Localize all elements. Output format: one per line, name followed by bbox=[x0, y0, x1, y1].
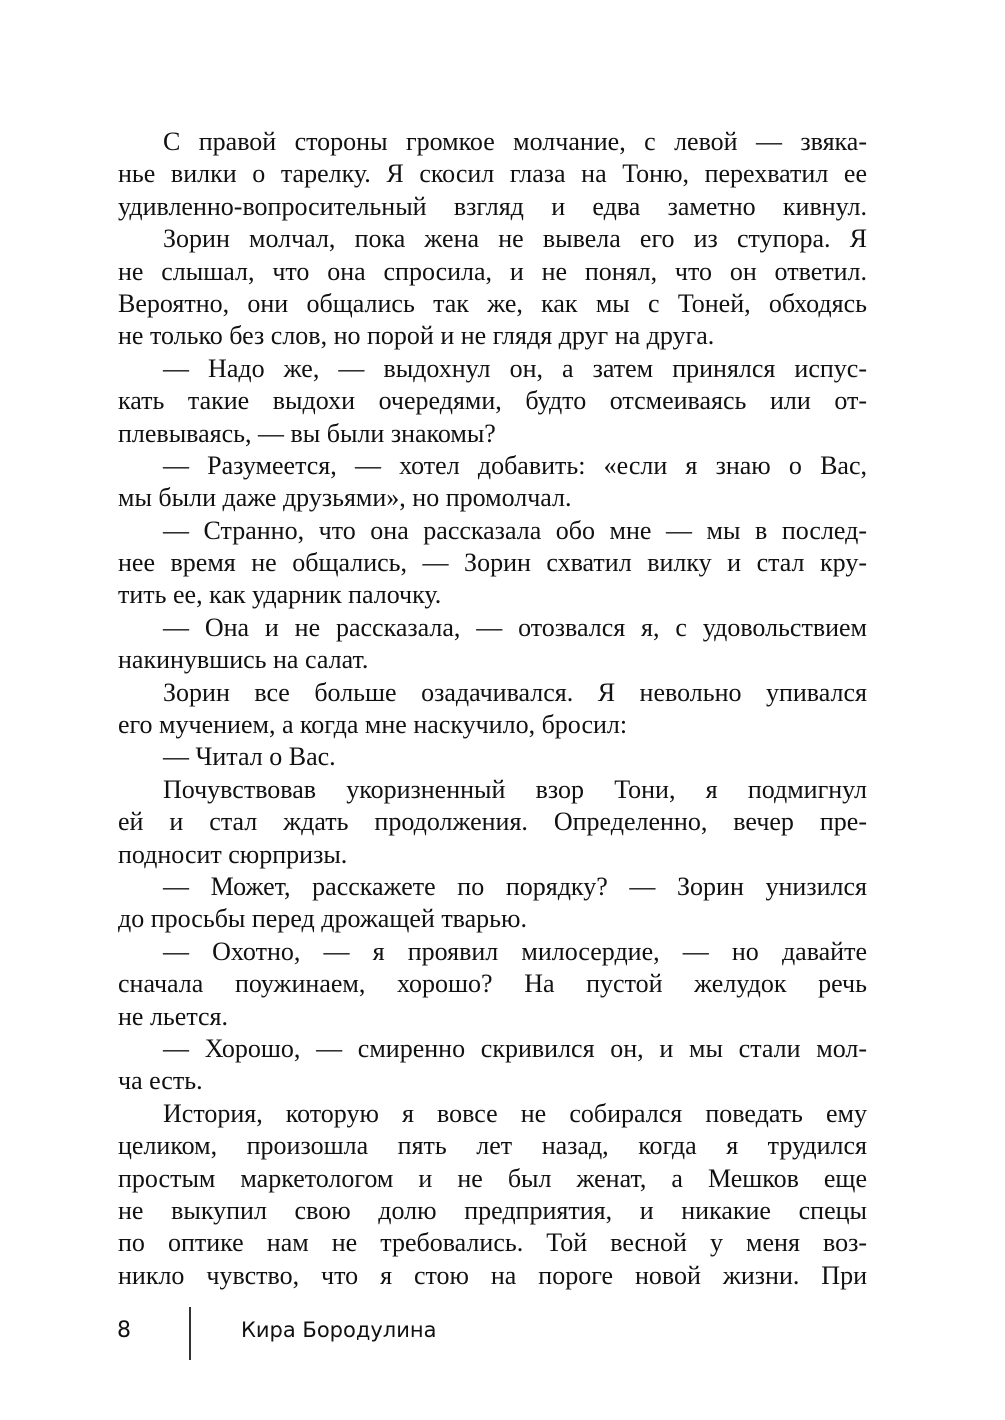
text-line: — Читал о Вас. bbox=[163, 742, 336, 772]
text-line: не только без слов, но порой и не глядя друг на друга. bbox=[118, 321, 715, 351]
text-line: сначала поужинаем, хорошо? На пустой желудок речь bbox=[118, 969, 867, 999]
author-name: Кира Бородулина bbox=[241, 1318, 437, 1342]
text-line: подносит сюрпризы. bbox=[118, 839, 348, 869]
text-line: накинувшись на салат. bbox=[118, 645, 369, 675]
text-line: до просьбы перед дрожащей тварью. bbox=[118, 904, 527, 934]
text-line: тить ее, как ударник палочку. bbox=[118, 580, 442, 610]
text-line: целиком, произошла пять лет назад, когда я трудился bbox=[118, 1131, 867, 1161]
footer-divider bbox=[189, 1307, 191, 1360]
text-line: никло чувство, что я стою на пороге новой жизни. При bbox=[118, 1260, 867, 1290]
text-line: — Надо же, — выдохнул он, а затем принялся испус- bbox=[163, 353, 867, 383]
text-line: — Хорошо, — смиренно скривился он, и мы стали мол- bbox=[163, 1033, 867, 1063]
text-line: — Охотно, — я проявил милосердие, — но давайте bbox=[163, 936, 867, 966]
text-line: — Она и не рассказала, — отозвался я, с удовольствием bbox=[163, 612, 867, 642]
text-line: ча есть. bbox=[118, 1066, 203, 1096]
text-line: удивленно-вопросительный взгляд и едва заметно кивнул. bbox=[118, 191, 867, 221]
text-line: — Разумеется, — хотел добавить: «если я знаю о Вас, bbox=[163, 450, 867, 480]
text-line: не выкупил свою долю предприятия, и никакие спецы bbox=[118, 1195, 867, 1225]
text-line: его мучением, а когда мне наскучило, бросил: bbox=[118, 710, 628, 740]
body-text bbox=[118, 126, 867, 1292]
text-line: мы были даже друзьями», но промолчал. bbox=[118, 483, 572, 513]
text-line: ей и стал ждать продолжения. Определенно, вечер пре- bbox=[118, 807, 867, 837]
text-line: нее время не общались, — Зорин схватил вилку и стал кру- bbox=[118, 548, 867, 578]
text-line: Почувствовав укоризненный взор Тони, я подмигнул bbox=[163, 774, 867, 804]
text-line: не слышал, что она спросила, и не понял, что он ответил. bbox=[118, 256, 867, 286]
text-line: — Может, расскажете по порядку? — Зорин унизился bbox=[163, 871, 867, 901]
text-line: История, которую я вовсе не собирался поведать ему bbox=[163, 1098, 867, 1128]
text-line: — Странно, что она рассказала обо мне — мы в послед- bbox=[163, 515, 867, 545]
text-line: Зорин молчал, пока жена не вывела его из ступора. Я bbox=[163, 224, 867, 254]
text-line: плевываясь, — вы были знакомы? bbox=[118, 418, 496, 448]
text-line: кать такие выдохи очередями, будто отсмеиваясь или от- bbox=[118, 386, 867, 416]
page-number: 8 bbox=[117, 1318, 131, 1343]
text-line: Вероятно, они общались так же, как мы с Тоней, обходясь bbox=[118, 288, 867, 318]
text-line: нье вилки о тарелку. Я скосил глаза на Тоню, перехватил ее bbox=[118, 159, 867, 189]
text-line: по оптике нам не требовались. Той весной у меня воз- bbox=[118, 1228, 867, 1258]
text-line: не льется. bbox=[118, 1001, 229, 1031]
text-line: С правой стороны громкое молчание, с левой — звяка- bbox=[163, 127, 867, 156]
text-line: Зорин все больше озадачивался. Я невольно упивался bbox=[163, 677, 867, 707]
text-line: простым маркетологом и не был женат, а Мешков еще bbox=[118, 1163, 867, 1193]
